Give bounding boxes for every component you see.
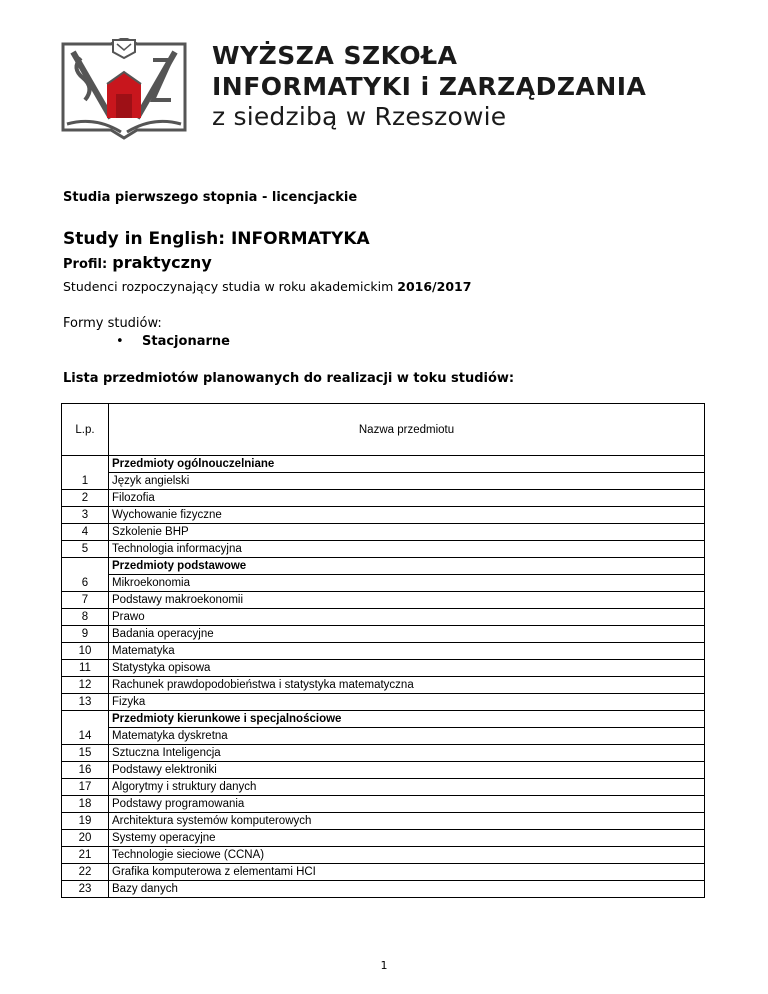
study-form: Stacjonarne (142, 334, 230, 349)
row-lp: 22 (62, 864, 109, 881)
row-subject-name: Prawo (109, 609, 705, 626)
group-title: Przedmioty ogólnouczelniane (109, 456, 705, 473)
university-name-line2: INFORMATYKI i ZARZĄDZANIA (212, 72, 647, 101)
study-level: Studia pierwszego stopnia - licencjackie (63, 190, 358, 205)
subjects-table (61, 403, 705, 898)
table-row (62, 660, 705, 677)
table-row (62, 881, 705, 898)
row-lp: 13 (62, 694, 109, 711)
table-group-row (62, 558, 705, 575)
row-lp: 15 (62, 745, 109, 762)
row-lp: 6 (62, 575, 109, 592)
forms-bullet-item (116, 334, 230, 349)
row-subject-name: Sztuczna Inteligencja (109, 745, 705, 762)
table-row (62, 575, 705, 592)
row-lp: 19 (62, 813, 109, 830)
university-name (212, 40, 646, 132)
table-header-row (62, 404, 705, 456)
row-lp: 2 (62, 490, 109, 507)
table-row (62, 694, 705, 711)
table-row (62, 796, 705, 813)
row-subject-name: Algorytmy i struktury danych (109, 779, 705, 796)
list-heading: Lista przedmiotów planowanych do realizacji w toku studiów: (63, 371, 515, 386)
group-lp-cell (62, 456, 109, 473)
row-lp: 11 (62, 660, 109, 677)
row-subject-name: Technologie sieciowe (CCNA) (109, 847, 705, 864)
table-row (62, 728, 705, 745)
row-lp: 9 (62, 626, 109, 643)
table-row (62, 592, 705, 609)
row-lp: 8 (62, 609, 109, 626)
row-subject-name: Filozofia (109, 490, 705, 507)
table-row (62, 864, 705, 881)
row-subject-name: Mikroekonomia (109, 575, 705, 592)
profile-label: Profil: (63, 257, 108, 272)
table-row (62, 473, 705, 490)
table-row (62, 609, 705, 626)
university-logo-icon (61, 38, 187, 142)
row-lp: 23 (62, 881, 109, 898)
row-subject-name: Szkolenie BHP (109, 524, 705, 541)
table-row (62, 830, 705, 847)
academic-year: 2016/2017 (397, 279, 472, 294)
row-lp: 3 (62, 507, 109, 524)
column-header-name: Nazwa przedmiotu (109, 404, 705, 456)
row-subject-name: Podstawy programowania (109, 796, 705, 813)
bullet-icon: • (116, 334, 124, 349)
page-number: 1 (380, 959, 388, 972)
table-row (62, 507, 705, 524)
table-row (62, 490, 705, 507)
table-group-row (62, 456, 705, 473)
row-subject-name: Podstawy makroekonomii (109, 592, 705, 609)
table-row (62, 643, 705, 660)
row-subject-name: Architektura systemów komputerowych (109, 813, 705, 830)
university-name-line1: WYŻSZA SZKOŁA (212, 41, 458, 70)
row-lp: 21 (62, 847, 109, 864)
row-subject-name: Wychowanie fizyczne (109, 507, 705, 524)
row-lp: 14 (62, 728, 109, 745)
university-name-line3: z siedzibą w Rzeszowie (212, 102, 507, 131)
group-title: Przedmioty podstawowe (109, 558, 705, 575)
table-row (62, 847, 705, 864)
group-lp-cell (62, 558, 109, 575)
row-lp: 20 (62, 830, 109, 847)
table-group-row (62, 711, 705, 728)
column-header-lp: L.p. (62, 404, 109, 456)
row-subject-name: Podstawy elektroniki (109, 762, 705, 779)
table-row (62, 677, 705, 694)
profile-line (63, 253, 212, 272)
row-subject-name: Bazy danych (109, 881, 705, 898)
table-row (62, 524, 705, 541)
row-lp: 10 (62, 643, 109, 660)
table-row (62, 779, 705, 796)
forms-label: Formy studiów: (63, 316, 162, 331)
row-subject-name: Matematyka (109, 643, 705, 660)
table-row (62, 813, 705, 830)
row-subject-name: Rachunek prawdopodobieństwa i statystyka matematyczna (109, 677, 705, 694)
profile-value: praktyczny (112, 253, 212, 272)
table-row (62, 762, 705, 779)
table-row (62, 626, 705, 643)
table-row (62, 541, 705, 558)
row-lp: 18 (62, 796, 109, 813)
row-lp: 1 (62, 473, 109, 490)
row-lp: 7 (62, 592, 109, 609)
students-line (63, 279, 471, 294)
row-subject-name: Matematyka dyskretna (109, 728, 705, 745)
group-lp-cell (62, 711, 109, 728)
table-body (62, 456, 705, 898)
row-subject-name: Statystyka opisowa (109, 660, 705, 677)
row-lp: 17 (62, 779, 109, 796)
row-subject-name: Język angielski (109, 473, 705, 490)
table-row (62, 745, 705, 762)
row-subject-name: Systemy operacyjne (109, 830, 705, 847)
study-title: Study in English: INFORMATYKA (63, 229, 370, 249)
row-lp: 5 (62, 541, 109, 558)
row-lp: 4 (62, 524, 109, 541)
row-lp: 12 (62, 677, 109, 694)
row-subject-name: Grafika komputerowa z elementami HCI (109, 864, 705, 881)
row-subject-name: Badania operacyjne (109, 626, 705, 643)
students-text: Studenci rozpoczynający studia w roku akademickim (63, 279, 394, 294)
row-lp: 16 (62, 762, 109, 779)
row-subject-name: Technologia informacyjna (109, 541, 705, 558)
group-title: Przedmioty kierunkowe i specjalnościowe (109, 711, 705, 728)
row-subject-name: Fizyka (109, 694, 705, 711)
